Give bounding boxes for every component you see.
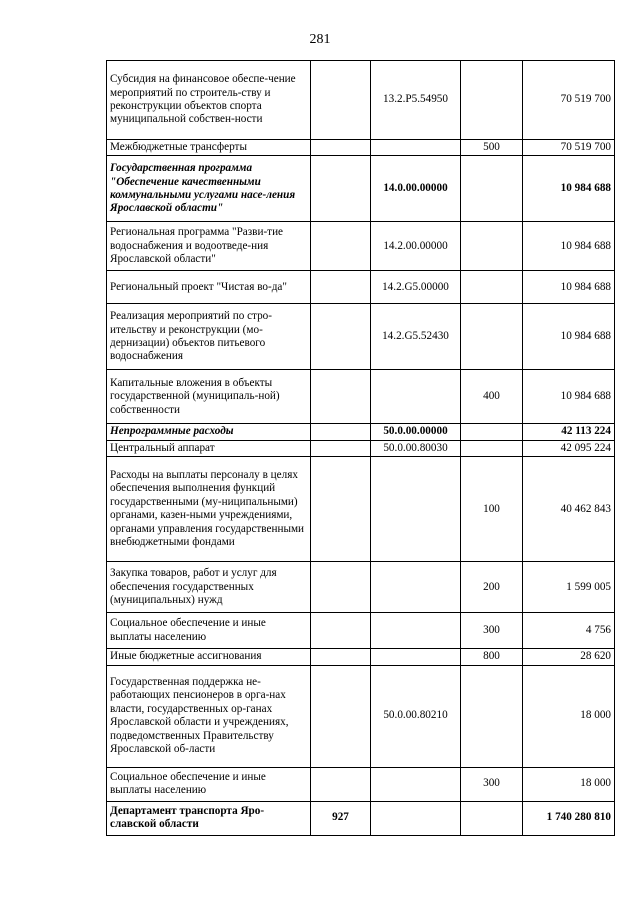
row-vr: 300 bbox=[461, 613, 523, 649]
row-sum: 1 599 005 bbox=[523, 562, 615, 613]
row-sum: 10 984 688 bbox=[523, 156, 615, 222]
table-row bbox=[107, 562, 615, 613]
row-dept bbox=[311, 665, 371, 767]
budget-table bbox=[106, 60, 615, 836]
row-dept bbox=[311, 140, 371, 156]
row-sum: 10 984 688 bbox=[523, 370, 615, 424]
row-code: 14.2.00.00000 bbox=[371, 222, 461, 271]
table-row bbox=[107, 457, 615, 562]
row-name: Иные бюджетные ассигнования bbox=[107, 649, 311, 665]
table-row bbox=[107, 156, 615, 222]
row-vr bbox=[461, 440, 523, 456]
table-row bbox=[107, 649, 615, 665]
row-vr: 300 bbox=[461, 767, 523, 801]
row-name: Субсидия на финансовое обеспе-чение мероприятий по строитель-ству и реконструкции объектов спорта муниципальной собствен-ности bbox=[107, 61, 311, 140]
row-code: 50.0.00.80210 bbox=[371, 665, 461, 767]
row-dept bbox=[311, 156, 371, 222]
row-vr bbox=[461, 304, 523, 370]
row-name: Социальное обеспечение и иные выплаты населению bbox=[107, 613, 311, 649]
row-code bbox=[371, 562, 461, 613]
row-vr: 200 bbox=[461, 562, 523, 613]
page-number: 281 bbox=[309, 32, 331, 47]
row-name: Государственная поддержка не-работающих пенсионеров в орга-нах власти, государственных ор-ганах Ярославской области и учреждениях, подведомственных Правительству Ярославской об-ласти bbox=[107, 665, 311, 767]
row-code: 14.0.00.00000 bbox=[371, 156, 461, 222]
row-sum: 40 462 843 bbox=[523, 457, 615, 562]
row-vr: 800 bbox=[461, 649, 523, 665]
row-dept bbox=[311, 370, 371, 424]
row-dept bbox=[311, 613, 371, 649]
row-sum: 18 000 bbox=[523, 665, 615, 767]
row-sum: 28 620 bbox=[523, 649, 615, 665]
row-code: 50.0.00.00000 bbox=[371, 424, 461, 440]
row-name: Капитальные вложения в объекты государственной (муниципаль-ной) собственности bbox=[107, 370, 311, 424]
row-code bbox=[371, 801, 461, 835]
row-name: Региональный проект "Чистая во-да" bbox=[107, 271, 311, 304]
row-sum: 1 740 280 810 bbox=[523, 801, 615, 835]
row-vr: 100 bbox=[461, 457, 523, 562]
row-sum: 70 519 700 bbox=[523, 61, 615, 140]
row-code bbox=[371, 140, 461, 156]
table-row bbox=[107, 801, 615, 835]
row-vr bbox=[461, 222, 523, 271]
row-name: Закупка товаров, работ и услуг для обеспечения государственных (муниципальных) нужд bbox=[107, 562, 311, 613]
row-name: Социальное обеспечение и иные выплаты населению bbox=[107, 767, 311, 801]
row-code bbox=[371, 649, 461, 665]
row-vr bbox=[461, 61, 523, 140]
row-dept bbox=[311, 457, 371, 562]
row-sum: 70 519 700 bbox=[523, 140, 615, 156]
row-vr: 500 bbox=[461, 140, 523, 156]
row-dept bbox=[311, 271, 371, 304]
row-dept bbox=[311, 304, 371, 370]
row-name: Региональная программа "Разви-тие водоснабжения и водоотведе-ния Ярославской области" bbox=[107, 222, 311, 271]
row-name: Межбюджетные трансферты bbox=[107, 140, 311, 156]
table-row bbox=[107, 140, 615, 156]
row-code bbox=[371, 613, 461, 649]
row-name: Непрограммные расходы bbox=[107, 424, 311, 440]
row-dept bbox=[311, 61, 371, 140]
row-dept: 927 bbox=[311, 801, 371, 835]
row-sum: 10 984 688 bbox=[523, 304, 615, 370]
row-vr bbox=[461, 271, 523, 304]
row-vr bbox=[461, 665, 523, 767]
row-name: Расходы на выплаты персоналу в целях обеспечения выполнения функций государственными (му-ниципальными) органами, казен-ными учреждениями, органами управления государственными внебюджетными фондами bbox=[107, 457, 311, 562]
row-code: 13.2.P5.54950 bbox=[371, 61, 461, 140]
table-row bbox=[107, 61, 615, 140]
row-vr bbox=[461, 424, 523, 440]
table-row bbox=[107, 424, 615, 440]
row-dept bbox=[311, 222, 371, 271]
row-sum: 10 984 688 bbox=[523, 222, 615, 271]
row-code: 50.0.00.80030 bbox=[371, 440, 461, 456]
table-row bbox=[107, 440, 615, 456]
row-vr: 400 bbox=[461, 370, 523, 424]
table-row bbox=[107, 613, 615, 649]
row-vr bbox=[461, 156, 523, 222]
row-vr bbox=[461, 801, 523, 835]
row-dept bbox=[311, 562, 371, 613]
row-dept bbox=[311, 424, 371, 440]
table-row bbox=[107, 370, 615, 424]
row-sum: 42 113 224 bbox=[523, 424, 615, 440]
row-code: 14.2.G5.00000 bbox=[371, 271, 461, 304]
row-dept bbox=[311, 649, 371, 665]
table-row bbox=[107, 222, 615, 271]
row-sum: 18 000 bbox=[523, 767, 615, 801]
row-code bbox=[371, 457, 461, 562]
row-code bbox=[371, 370, 461, 424]
row-sum: 42 095 224 bbox=[523, 440, 615, 456]
row-sum: 4 756 bbox=[523, 613, 615, 649]
row-dept bbox=[311, 767, 371, 801]
row-name: Государственная программа "Обеспечение качественными коммунальными услугами насе-ления Ярославской области" bbox=[107, 156, 311, 222]
row-code: 14.2.G5.52430 bbox=[371, 304, 461, 370]
row-dept bbox=[311, 440, 371, 456]
row-code bbox=[371, 767, 461, 801]
row-sum: 10 984 688 bbox=[523, 271, 615, 304]
table-row bbox=[107, 304, 615, 370]
table-row bbox=[107, 271, 615, 304]
row-name: Центральный аппарат bbox=[107, 440, 311, 456]
table-row bbox=[107, 767, 615, 801]
row-name: Департамент транспорта Яро-славской области bbox=[107, 801, 311, 835]
table-row bbox=[107, 665, 615, 767]
row-name: Реализация мероприятий по стро-ительству и реконструкции (мо-дернизации) объектов питьевого водоснабжения bbox=[107, 304, 311, 370]
